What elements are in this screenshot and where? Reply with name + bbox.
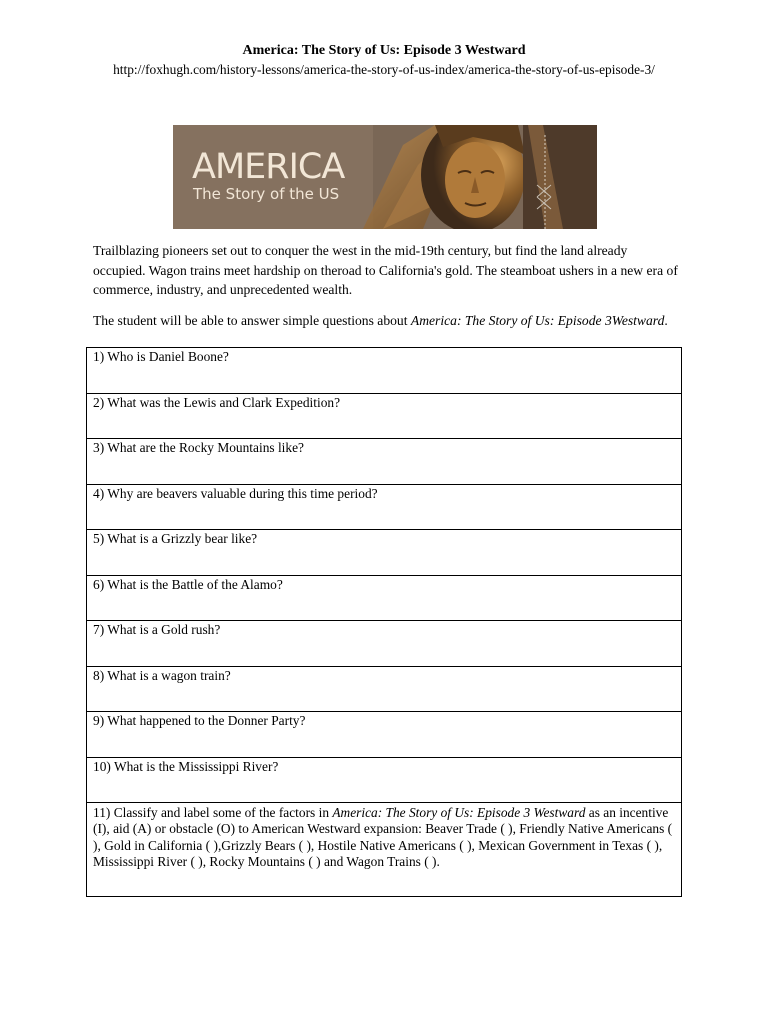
question-row	[87, 712, 682, 758]
question-row	[87, 575, 682, 621]
question-4[interactable]: 4) Why are beavers valuable during this time period?	[87, 484, 682, 530]
question-11-prefix: 11) Classify and label some of the factors in	[93, 805, 333, 820]
question-8[interactable]: 8) What is a wagon train?	[87, 666, 682, 712]
question-10[interactable]: 10) What is the Mississippi River?	[87, 757, 682, 803]
question-11-body: as an incentive (I), aid (A) or obstacle (O) to American Westward expansion: Beaver Trade ( ), Friendly Native Americans ( ), Gold in California ( ),Grizzly Bears ( ), Hostile Native Americans ( ), Mexican Government in Texas ( ), Mississippi River ( ), Rocky Mountains ( ) and Wagon Trains ( ).	[93, 805, 673, 870]
question-row	[87, 484, 682, 530]
objective-period: .	[664, 313, 668, 328]
document-title: America: The Story of Us: Episode 3 Westward	[242, 43, 526, 58]
question-row	[87, 666, 682, 712]
question-7[interactable]: 7) What is a Gold rush?	[87, 621, 682, 667]
question-2[interactable]: 2) What was the Lewis and Clark Expedition?	[87, 393, 682, 439]
question-table	[86, 347, 682, 897]
question-row	[87, 439, 682, 485]
question-row	[87, 348, 682, 394]
question-row	[87, 393, 682, 439]
question-6[interactable]: 6) What is the Battle of the Alamo?	[87, 575, 682, 621]
episode-summary: Trailblazing pioneers set out to conquer the west in the mid-19th century, but find the land already occupied. Wagon trains meet hardship on theroad to California's gold. The steamboat ushers in a new era of commerce, industry, and unprecedented wealth.	[93, 243, 678, 297]
question-row	[87, 621, 682, 667]
source-url: http://foxhugh.com/history-lessons/america-the-story-of-us-index/america-the-story-of-us-episode-3/	[113, 62, 655, 77]
episode-banner-image	[173, 125, 597, 229]
objective-text: The student will be able to answer simple questions about	[93, 313, 411, 328]
learning-objective	[93, 313, 681, 330]
question-row	[87, 803, 682, 897]
question-3[interactable]: 3) What are the Rocky Mountains like?	[87, 439, 682, 485]
banner-title: AMERICA	[192, 147, 345, 187]
question-row	[87, 530, 682, 576]
question-1[interactable]: 1) Who is Daniel Boone?	[87, 348, 682, 394]
question-9[interactable]: 9) What happened to the Donner Party?	[87, 712, 682, 758]
objective-episode-title: America: The Story of Us: Episode 3Westward	[410, 313, 665, 328]
question-row	[87, 757, 682, 803]
question-5[interactable]: 5) What is a Grizzly bear like?	[87, 530, 682, 576]
question-11-episode-title: America: The Story of Us: Episode 3 Westward	[332, 805, 586, 820]
banner-subtitle: The Story of the US	[193, 185, 340, 203]
question-11[interactable]	[87, 803, 682, 897]
